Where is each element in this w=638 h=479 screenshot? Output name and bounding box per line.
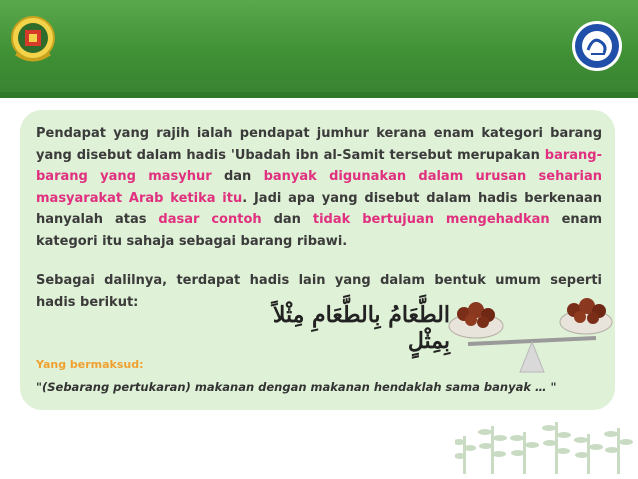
paragraph-evidence: Sebagai dalilnya, terdapat hadis lain yang dalam bentuk umum seperti hadis berikut:: [36, 273, 602, 310]
header-stripe: [0, 92, 638, 98]
sprouting-plants-icon: [455, 418, 635, 474]
highlight-famous-goods: barang-barang yang masyhur: [36, 147, 602, 184]
paragraph-opinion: [36, 123, 602, 252]
highlight-not-limiting: tidak bertujuan mengehadkan: [312, 212, 550, 227]
para1-text: enam kategori itu sahaja sebagai barang ribawi.: [36, 212, 603, 249]
arabic-hadith-text: الطَّعَامُ بِالطَّعَامِ مِثْلاً بِمِثْلٍ: [272, 302, 450, 354]
meaning-label: Yang bermaksud:: [36, 358, 144, 371]
para1-text: Pendapat yang rajih ialah pendapat jumhur kerana enam kategori barang yang disebut dalam hadis 'Ubadah ibn al-Samit tersebut merupakan: [36, 126, 602, 163]
crest-logo-icon: [10, 14, 56, 66]
para1-text: dan: [261, 212, 313, 227]
circular-seal-icon: [571, 20, 623, 72]
header-banner: [0, 0, 638, 92]
highlight-example-basis: dasar contoh: [158, 212, 262, 227]
translation-text: "(Sebarang pertukaran) makanan dengan makanan hendaklah sama banyak … ": [36, 380, 557, 394]
balance-scale-with-dates-icon: [446, 282, 614, 378]
para1-text: dan: [211, 169, 264, 184]
highlight-daily-use: banyak digunakan dalam urusan seharian masyarakat Arab ketika itu: [36, 169, 602, 206]
para1-text: . Jadi apa yang disebut dalam hadis berkenaan hanyalah atas: [36, 190, 602, 227]
